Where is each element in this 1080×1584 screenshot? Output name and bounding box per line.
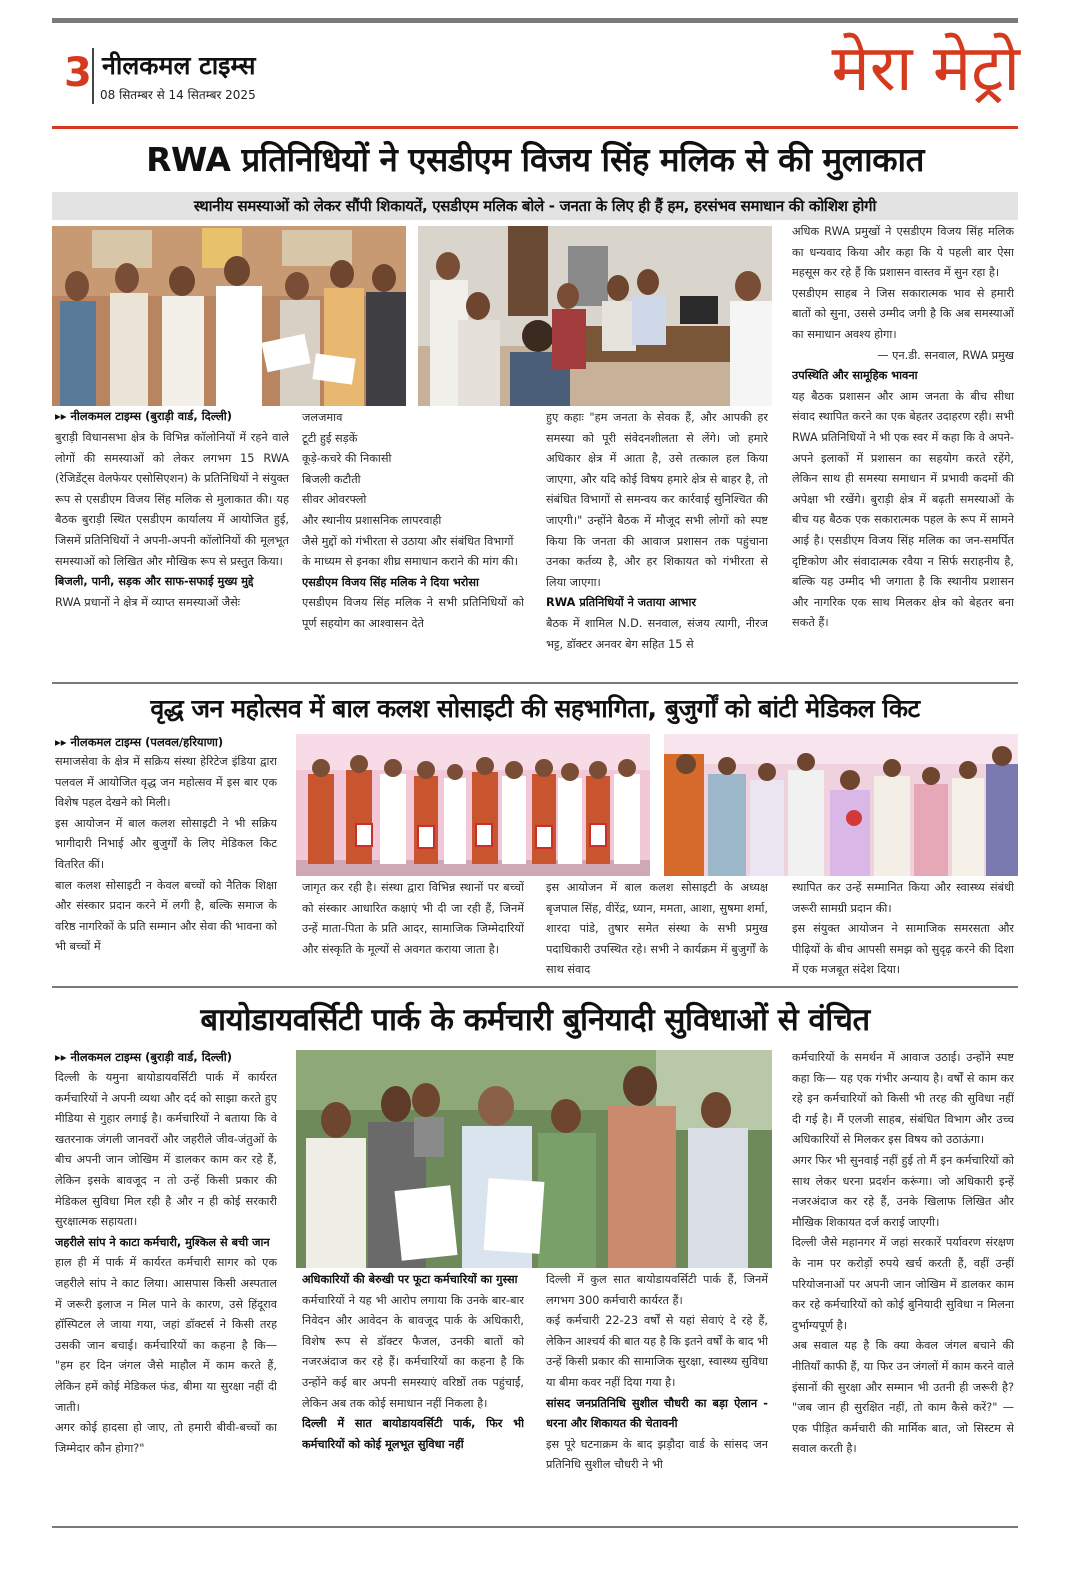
story3-col3 <box>546 1270 768 1476</box>
story1-col2-text: जलजमाव टूटी हुई सड़कें कूड़े-कचरे की निकासी बिजली कटौती सीवर ओवरफ्लो और स्थानीय प्रशासनिक लापरवाही जैसे मुद्दों को गंभीरता से उठाया और संबंधित विभागों के माध्यम से इनका शीघ्र समाधान कराने की मांग की। <box>302 411 519 569</box>
story3-col1b-text: हाल ही में पार्क में कार्यरत कर्मचारी सागर को एक जहरीले सांप ने काट लिया। आसपास किसी अस्पताल में जरूरी इलाज न मिल पाने के कारण, उसे हिंदूराव हॉस्पिटल ले जाया गया, जहां डॉक्टर्स ने किसी तरह उसकी जान बचाई। कर्मचारियों का कहना है कि— "हम हर दिन जंगल जैसे माहौल में काम करते हैं, लेकिन हमें कोई मेडिकल फंड, बीमा या सुरक्षा नहीं दी जाती। अगर कोई हादसा हो जाए, तो हमारी बीवी-बच्चों का जिम्मेदार कौन होगा?" <box>55 1256 277 1455</box>
issue-dates: 08 सितम्बर से 14 सितम्बर 2025 <box>100 88 256 102</box>
story3-col3-text: दिल्ली में कुल सात बायोडायवर्सिटी पार्क हैं, जिनमें लगभग 300 कर्मचारी कार्यरत हैं। कई कर्मचारी 22-23 वर्षों से यहां सेवाएं दे रहे हैं, लेकिन आश्चर्य की बात यह है कि इतने वर्षों के बाद भी उन्हें किसी प्रकार की सामाजिक सुरक्षा, स्वास्थ्य सुविधा या बीमा कवर नहीं दिया गया है। <box>546 1273 768 1389</box>
story1-col1-text: बुराड़ी विधानसभा क्षेत्र के विभिन्न कॉलोनियों में रहने वाले लोगों की समस्याओं को लेकर लगभग 15 RWA (रेजिडेंट्स वेलफेयर एसोसिएशन) के प्रतिनिधियों ने संयुक्त रूप से एसडीएम विजय सिंह मलिक से मुलाकात की। यह बैठक बुराड़ी स्थित एसडीएम कार्यालय में आयोजित हुई, जिसमें प्रतिनिधियों ने अपनी-अपनी कॉलोनियों की मूलभूत समस्याओं को लिखित और मौखिक रूप से प्रस्तुत किया। <box>55 431 289 568</box>
story3-sub-snake: जहरीले सांप ने काटा कर्मचारी, मुश्किल से बची जान <box>55 1235 270 1249</box>
story1-quote-attribution: — एन.डी. सनवाल, RWA प्रमुख <box>877 348 1014 362</box>
story2-headline: वृद्ध जन महोत्सव में बाल कलश सोसाइटी की सहभागिता, बुजुर्गों को बांटी मेडिकल किट <box>150 694 920 723</box>
story1-col2 <box>302 408 524 635</box>
story3-col3b-text: इस पूरे घटनाक्रम के बाद झड़ौदा वार्ड के सांसद जन प्रतिनिधि सुशील चौधरी ने भी <box>546 1437 768 1472</box>
story3-col2-text: कर्मचारियों ने यह भी आरोप लगाया कि उनके बार-बार निवेदन और आवेदन के बावजूद पार्क के अधिकारी, विशेष रूप से डॉक्टर फैजल, उनकी बातों को नजरअंदाज कर रहे हैं। कर्मचारियों का कहना है कि उन्होंने कई बार अपनी समस्याएं वरिष्ठों तक पहुंचाईं, लेकिन अब तक कोई समाधान नहीं निकला है। <box>302 1293 524 1410</box>
story1-col3 <box>546 408 768 655</box>
story1-col4a-text: अधिक RWA प्रमुखों ने एसडीएम विजय सिंह मलिक का धन्यवाद किया और कहा कि ये पहली बार ऐसा महसूस कर रहे हैं कि प्रशासन वास्तव में सुन रहा है। एसडीएम साहब ने जिस सकारात्मक भाव से हमारी बातों को सुना, उससे उम्मीद जगी है कि अब समस्याओं का समाधान अवश्य होगा। <box>792 225 1014 341</box>
story1-byline: ▸▸ नीलकमल टाइम्स (बुराड़ी वार्ड, दिल्ली) <box>55 409 232 423</box>
story1-col3-text: हुए कहाः "हम जनता के सेवक हैं, और आपकी हर समस्या को पूरी संवेदनशीलता से लेंगे। जो हमारे अधिकार क्षेत्र में आता है, उसे तत्काल हल किया जाएगा, और यदि कोई विषय हमारे क्षेत्र से बाहर है, तो संबंधित विभागों से समन्वय कर कार्रवाई सुनिश्चित की जाएगी।" उन्होंने बैठक में मौजूद सभी लोगों को स्पष्ट किया कि जनता की आवाज प्रशासन तक पहुंचाना उनका कर्तव्य है, और हर शिकायत को गंभीरता से लिया जाएगा। <box>546 411 768 589</box>
story2-col2-text: जागृत कर रही है। संस्था द्वारा विभिन्न स्थानों पर बच्चों को संस्कार आधारित कक्षाएं भी दी जा रही हैं, जिनमें उन्हें माता-पिता के प्रति आदर, सामाजिक जिम्मेदारियों और संस्कृति के मूल्यों से अवगत कराया जाता है। <box>302 881 524 956</box>
story1-sub-assurance: एसडीएम विजय सिंह मलिक ने दिया भरोसा <box>302 575 479 589</box>
story3-col2 <box>302 1270 524 1455</box>
story2-col3 <box>546 878 768 981</box>
story1-sub-thanks: RWA प्रतिनिधियों ने जताया आभार <box>546 596 696 610</box>
story2-col4 <box>792 878 1014 981</box>
story3-sub-mp-announcement: सांसद जनप्रतिनिधि सुशील चौधरी का बड़ा ऐलान - धरना और शिकायत की चेतावनी <box>546 1396 768 1431</box>
top-rule <box>52 18 1018 23</box>
story3-headline: बायोडायवर्सिटी पार्क के कर्मचारी बुनियादी सुविधाओं से वंचित <box>200 1002 870 1038</box>
story1-col1 <box>55 428 289 613</box>
story1-sub-presence: उपस्थिति और सामूहिक भावना <box>792 369 918 383</box>
story2-col1-text: समाजसेवा के क्षेत्र में सक्रिय संस्था हेरिटेज इंडिया द्वारा पलवल में आयोजित वृद्ध जन महोत्सव में इस बार एक विशेष पहल देखने को मिली। इस आयोजन में बाल कलश सोसाइटी ने भी सक्रिय भागीदारी निभाई और बुजुर्गों के लिए मेडिकल किट वितरित कीं। बाल कलश सोसाइटी न केवल बच्चों को नैतिक शिक्षा और संस्कार प्रदान करने में लगी है, बल्कि समाज के वरिष्ठ नागरिकों के प्रति सम्मान और सेवा की भावना को भी बच्चों में <box>55 755 277 954</box>
bottom-rule <box>52 1526 1018 1528</box>
story2-byline: ▸▸ नीलकमल टाइम्स (पलवल/हरियाणा) <box>55 735 224 749</box>
story3-col1 <box>55 1068 277 1459</box>
story3-byline: ▸▸ नीलकमल टाइम्स (बुराड़ी वार्ड, दिल्ली) <box>55 1050 232 1064</box>
story1-col2b-text: एसडीएम विजय सिंह मलिक ने सभी प्रतिनिधियों को पूर्ण सहयोग का आश्वासन देते <box>302 596 524 630</box>
story3-sub-seven-parks: दिल्ली में सात बायोडायवर्सिटी पार्क, फिर भी कर्मचारियों को कोई मूलभूत सुविधा नहीं <box>302 1417 524 1451</box>
story3-col1-text: दिल्ली के यमुना बायोडायवर्सिटी पार्क में कार्यरत कर्मचारियों ने अपनी व्यथा और दर्द को साझा करते हुए मीडिया से गुहार लगाई है। कर्मचारियों ने बताया कि वे खतरनाक जंगली जानवरों और जहरीले जीव-जंतुओं के बीच अपनी जान जोखिम में डालकर काम कर रहे हैं, लेकिन इसके बावजूद न तो उन्हें किसी प्रकार की मेडिकल सुविधा मिल रही है और न ही कोई सरकारी सुरक्षात्मक सहायता। <box>55 1071 277 1229</box>
story2-col2 <box>302 878 524 960</box>
story1-col1b-text: RWA प्रधानों ने क्षेत्र में व्याप्त समस्याओं जैसेः <box>55 595 241 609</box>
story3-col4-text: कर्मचारियों के समर्थन में आवाज उठाई। उन्होंने स्पष्ट कहा कि— यह एक गंभीर अन्याय है। वर्षों से काम कर रहे इन कर्मचारियों को किसी भी तरह की सुविधा नहीं दी गई है। मैं एलजी साहब, संबंधित विभाग और उच्च अधिकारियों से मिलकर इस विषय को उठाऊंगा। अगर फिर भी सुनवाई नहीं हुई तो मैं इन कर्मचारियों को साथ लेकर धरना प्रदर्शन करूंगा। जो अधिकारी इन्हें नजरअंदाज कर रहे हैं, उनके खिलाफ लिखित और मौखिक शिकायत दर्ज कराई जाएगी। दिल्ली जैसे महानगर में जहां सरकारें पर्यावरण संरक्षण के नाम पर करोड़ों रुपये खर्च करती हैं, वहीं उन्हीं परियोजनाओं पर अपनी जान जोखिम में डालकर काम कर रहे कर्मचारियों को कोई बुनियादी सुविधा न मिलना दुर्भाग्यपूर्ण है। अब सवाल यह है कि क्या केवल जंगल बचाने की नीतियाँ काफी हैं, या फिर उन जंगलों में काम करने वाले इंसानों की सुरक्षा और सम्मान भी उतनी ही जरूरी है? "जब जान ही सुरक्षित नहीं, तो काम कैसे करें?" — एक पीड़ित कर्मचारी की मार्मिक बात, जो सिस्टम से सवाल करती है। <box>792 1051 1014 1456</box>
story1-col4 <box>792 222 1014 634</box>
story1-deck: स्थानीय समस्याओं को लेकर सौंपी शिकायतें, एसडीएम मलिक बोले - जनता के लिए ही हैं हम, हरसंभव समाधान की कोशिश होगी <box>52 192 1018 220</box>
masthead-divider <box>92 48 94 104</box>
divider-2 <box>52 986 1018 988</box>
divider-1 <box>52 682 1018 684</box>
page-number: 3 <box>64 50 92 96</box>
story1-col3b-text: बैठक में शामिल N.D. सनवाल, संजय त्यागी, नीरज भट्ट, डॉक्टर अनवर बेग सहित 15 से <box>546 616 768 651</box>
story3-col4 <box>792 1048 1014 1460</box>
story1-photo-handover <box>52 226 406 406</box>
story3-sub-officials: अधिकारियों की बेरुखी पर फूटा कर्मचारियों का गुस्सा <box>302 1273 518 1286</box>
paper-name: नीलकमल टाइम्स <box>102 51 256 80</box>
story1-sub-issues: बिजली, पानी, सड़क और साफ-सफाई मुख्य मुद्दे <box>55 575 254 589</box>
story2-col4-text: स्थापित कर उन्हें सम्मानित किया और स्वास्थ्य संबंधी जरूरी सामग्री प्रदान की। इस संयुक्त आयोजन ने सामाजिक समरसता और पीढ़ियों के बीच आपसी समझ को सुदृढ़ करने की दिशा में एक मजबूत संदेश दिया। <box>792 881 1014 977</box>
story1-photo-meeting <box>418 226 772 406</box>
section-title: मेरा मेट्रो <box>831 32 1020 106</box>
story2-col3-text: इस आयोजन में बाल कलश सोसाइटी के अध्यक्ष बृजपाल सिंह, वीरेंद्र, ध्यान, ममता, आशा, सुषमा शर्मा, शारदा पांडे, तुषार समेत संस्था के सभी प्रमुख पदाधिकारी उपस्थित रहे। सभी ने कार्यक्रम में बुजुर्गों के साथ संवाद <box>546 881 768 977</box>
masthead-rule <box>52 126 1018 129</box>
story1-col4b-text: यह बैठक प्रशासन और आम जनता के बीच सीधा संवाद स्थापित करने का एक बेहतर उदाहरण रही। सभी RWA प्रतिनिधियों ने भी एक स्वर में कहा कि वे अपने-अपने इलाकों में प्रशासन का सहयोग करते रहेंगे, लेकिन साथ ही समस्या समाधान में प्रभावी कदमों की अपेक्षा भी रखेंगे। बुराड़ी क्षेत्र में बढ़ती समस्याओं के बीच यह बैठक एक सकारात्मक पहल के रूप में सामने आई है। एसडीएम विजय सिंह मलिक का जन-समर्पित दृष्टिकोण और संवादात्मक रवैया न सिर्फ सराहनीय है, बल्कि यह उम्मीद भी जगाता है कि स्थानीय प्रशासन और नागरिक एक साथ मिलकर क्षेत्र को बेहतर बना सकते हैं। <box>792 389 1014 630</box>
story3-photo-workers <box>296 1050 772 1268</box>
story2-photo-group <box>296 734 650 876</box>
story1-headline: RWA प्रतिनिधियों ने एसडीएम विजय सिंह मलिक से की मुलाकात <box>146 140 924 179</box>
story2-photo-felicitation <box>664 734 1018 876</box>
story2-col1 <box>55 752 277 958</box>
